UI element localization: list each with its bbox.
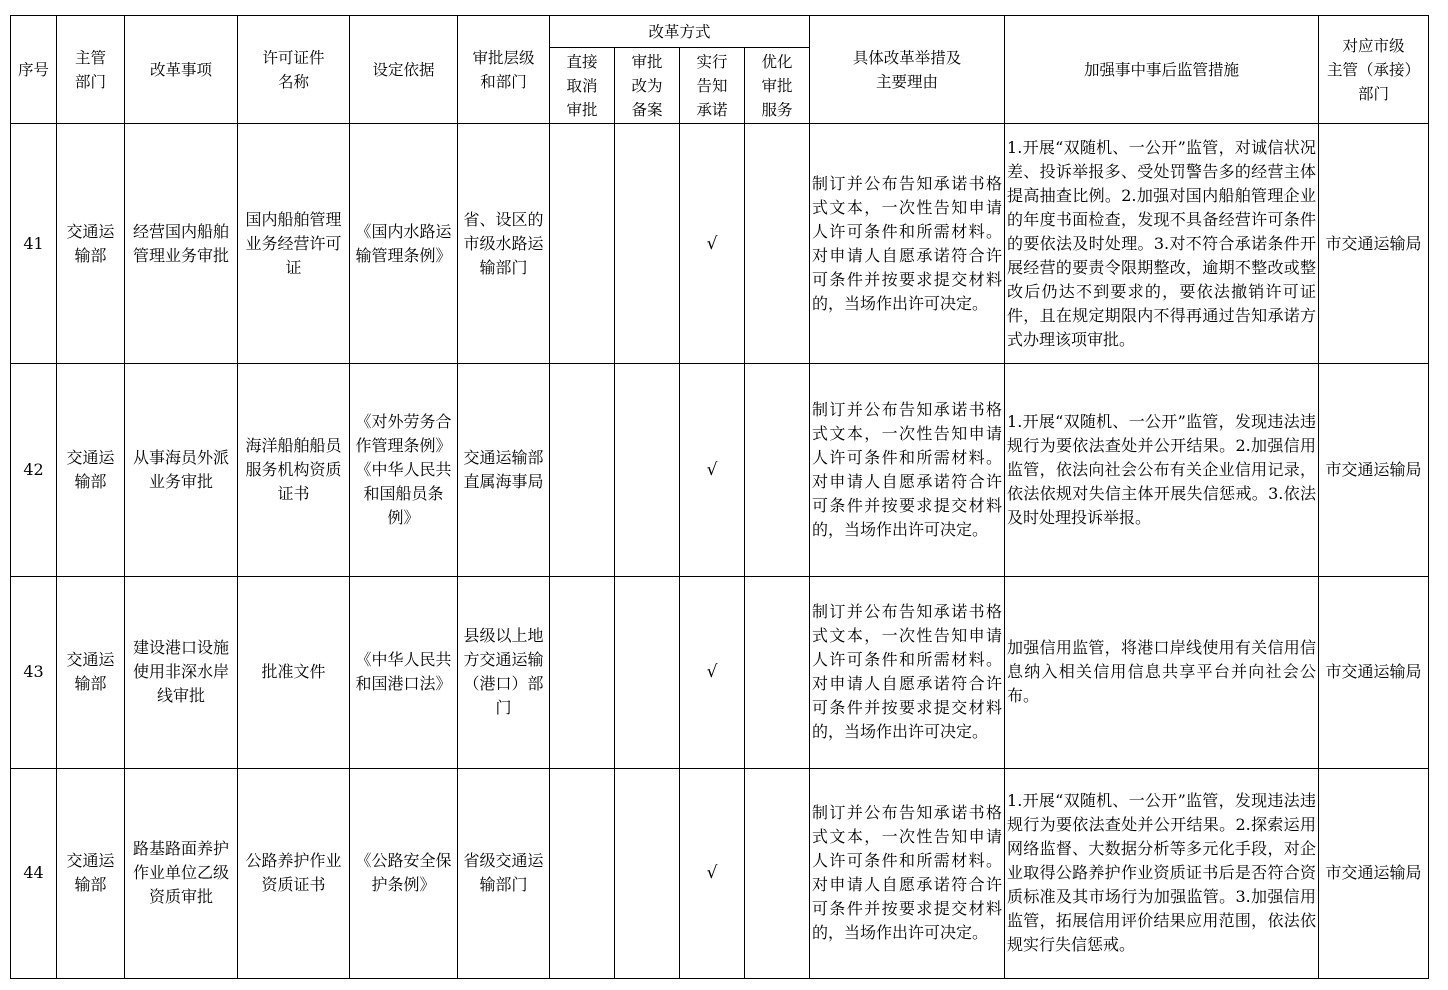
table-row [11,364,1429,576]
cell-mode-optimize [745,364,810,576]
cell-measures: 制订并公布告知承诺书格式文本，一次性告知申请人许可条件和所需材料。对申请人自愿承诺符合许可条件并按要求提交材料的，当场作出许可决定。 [810,768,1005,978]
cell-mode-filing [615,364,680,576]
cell-level: 省级交通运输部门 [458,768,550,978]
cell-seq: 44 [11,768,57,978]
header-mode-filing: 审批 改为 备案 [615,48,680,124]
cell-dept: 交通运 输部 [57,364,125,576]
cell-item: 经营国内船舶管理业务审批 [125,124,238,364]
cell-supervision: 1.开展“双随机、一公开”监管，发现违法违规行为要依法查处并公开结果。2.加强信用监管，依法向社会公布有关企业信用记录，依法依规对失信主体开展失信惩戒。3.依法及时处理投诉举报。 [1005,364,1319,576]
header-item: 改革事项 [125,16,238,124]
cell-mode-filing [615,576,680,768]
cell-city-dept: 市交通运输局 [1319,124,1429,364]
cell-measures: 制订并公布告知承诺书格式文本，一次性告知申请人许可条件和所需材料。对申请人自愿承诺符合许可条件并按要求提交材料的，当场作出许可决定。 [810,364,1005,576]
cell-city-dept: 市交通运输局 [1319,576,1429,768]
cell-mode-optimize [745,576,810,768]
header-city-dept: 对应市级 主管（承接） 部门 [1319,16,1429,124]
header-mode-notice: 实行 告知 承诺 [680,48,745,124]
cell-mode-notice: √ [680,576,745,768]
cell-supervision: 1.开展“双随机、一公开”监管，对诚信状况差、投诉举报多、受处罚警告多的经营主体提高抽查比例。2.加强对国内船舶管理企业的年度书面检查，发现不具备经营许可条件的要依法及时处理。3.对不符合承诺条件开展经营的要责令限期整改，逾期不整改或整改后仍达不到要求的，要依法撤销许可证件，且在规定期限内不得再通过告知承诺方式办理该项审批。 [1005,124,1319,364]
header-level: 审批层级 和部门 [458,16,550,124]
cell-seq: 42 [11,364,57,576]
cell-measures: 制订并公布告知承诺书格式文本，一次性告知申请人许可条件和所需材料。对申请人自愿承诺符合许可条件并按要求提交材料的，当场作出许可决定。 [810,576,1005,768]
cell-license: 国内船舶管理业务经营许可证 [238,124,350,364]
cell-license: 批准文件 [238,576,350,768]
header-dept: 主管 部门 [57,16,125,124]
cell-mode-cancel [550,768,615,978]
cell-basis: 《公路安全保护条例》 [350,768,458,978]
cell-basis: 《对外劳务合作管理条例》《中华人民共和国船员条例》 [350,364,458,576]
header-row-main [11,16,1429,48]
cell-level: 县级以上地方交通运输（港口）部门 [458,576,550,768]
cell-measures: 制订并公布告知承诺书格式文本，一次性告知申请人许可条件和所需材料。对申请人自愿承诺符合许可条件并按要求提交材料的，当场作出许可决定。 [810,124,1005,364]
cell-mode-optimize [745,124,810,364]
cell-mode-filing [615,768,680,978]
cell-level: 省、设区的市级水路运输部门 [458,124,550,364]
cell-mode-cancel [550,364,615,576]
cell-basis: 《国内水路运输管理条例》 [350,124,458,364]
table-row [11,768,1429,978]
cell-seq: 43 [11,576,57,768]
cell-item: 建设港口设施使用非深水岸线审批 [125,576,238,768]
cell-mode-filing [615,124,680,364]
cell-mode-optimize [745,768,810,978]
cell-mode-notice: √ [680,768,745,978]
cell-basis: 《中华人民共和国港口法》 [350,576,458,768]
cell-city-dept: 市交通运输局 [1319,364,1429,576]
header-mode-group: 改革方式 [550,16,810,48]
cell-seq: 41 [11,124,57,364]
cell-dept: 交通运 输部 [57,124,125,364]
table-row [11,124,1429,364]
cell-license: 公路养护作业资质证书 [238,768,350,978]
cell-supervision: 1.开展“双随机、一公开”监管，发现违法违规行为要依法查处并公开结果。2.探索运用网络监督、大数据分析等多元化手段，对企业取得公路养护作业资质证书后是否符合资质标准及其市场行为加强监管。3.加强信用监管，拓展信用评价结果应用范围，依法依规实行失信惩戒。 [1005,768,1319,978]
cell-dept: 交通运 输部 [57,768,125,978]
cell-mode-notice: √ [680,124,745,364]
header-seq: 序号 [11,16,57,124]
cell-mode-notice: √ [680,364,745,576]
header-supervision: 加强事中事后监管措施 [1005,16,1319,124]
cell-dept: 交通运 输部 [57,576,125,768]
header-mode-cancel: 直接 取消 审批 [550,48,615,124]
reform-items-table [10,15,1429,979]
cell-mode-cancel [550,576,615,768]
cell-city-dept: 市交通运输局 [1319,768,1429,978]
table-row [11,576,1429,768]
header-measures: 具体改革举措及 主要理由 [810,16,1005,124]
header-mode-optimize: 优化 审批 服务 [745,48,810,124]
header-basis: 设定依据 [350,16,458,124]
cell-license: 海洋船舶船员服务机构资质证书 [238,364,350,576]
cell-supervision: 加强信用监管，将港口岸线使用有关信用信息纳入相关信用信息共享平台并向社会公布。 [1005,576,1319,768]
cell-level: 交通运输部直属海事局 [458,364,550,576]
header-license: 许可证件 名称 [238,16,350,124]
cell-item: 从事海员外派业务审批 [125,364,238,576]
cell-item: 路基路面养护作业单位乙级资质审批 [125,768,238,978]
cell-mode-cancel [550,124,615,364]
